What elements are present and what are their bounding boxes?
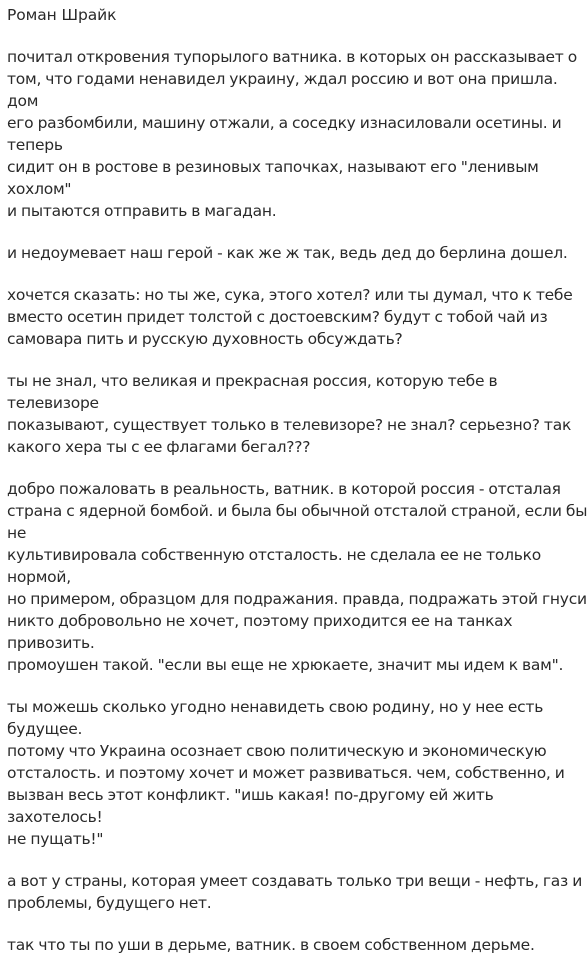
text-line: вызван весь этот конфликт. "ишь какая! по-другому ей жить захотелось! <box>7 786 494 826</box>
post <box>7 0 588 956</box>
text-line: и пытаются отправить в магадан. <box>7 202 277 220</box>
text-line: и недоумевает наш герой - как же ж так, ведь дед до берлина дошел. <box>7 244 568 262</box>
text-line: добро пожаловать в реальность, ватник. в которой россия - отсталая <box>7 480 561 498</box>
text-line: самовара пить и русскую духовность обсуждать? <box>7 330 403 348</box>
author-name[interactable]: Роман Шрайк <box>7 6 117 24</box>
text-line: культивировала собственную отсталость. не сделала ее не только нормой, <box>7 546 541 586</box>
text-line: ты не знал, что великая и прекрасная россия, которую тебе в телевизоре <box>7 372 498 412</box>
post-paragraph-4 <box>7 370 588 458</box>
text-line: почитал откровения тупорылого ватника. в которых он рассказывает о <box>7 48 577 66</box>
text-line: том, что годами ненавидел украину, ждал россию и вот она пришла. дом <box>7 70 558 110</box>
text-line: не пущать!" <box>7 830 104 848</box>
text-line: хочется сказать: но ты же, сука, этого хотел? или ты думал, что к тебе <box>7 286 573 304</box>
text-line: вместо осетин придет толстой с достоевским? будут с тобой чай из <box>7 308 548 326</box>
post-paragraph-8 <box>7 934 588 956</box>
text-line: страна с ядерной бомбой. и была бы обычной отсталой страной, если бы не <box>7 502 588 542</box>
text-line: его разбомбили, машину отжали, а соседку изнасиловали осетины. и теперь <box>7 114 562 154</box>
text-line: никто добровольно не хочет, поэтому приходится ее на танках привозить. <box>7 612 513 652</box>
text-line: но примером, образцом для подражания. правда, подражать этой гнуси <box>7 590 587 608</box>
text-line: ты можешь сколько угодно ненавидеть свою родину, но у нее есть будущее. <box>7 698 544 738</box>
post-paragraph-1 <box>7 46 588 222</box>
text-line: сидит он в ростове в резиновых тапочках, называют его "ленивым хохлом" <box>7 158 539 198</box>
text-line: промоушен такой. "если вы еще не хрюкаете, значит мы идем к вам". <box>7 656 564 674</box>
text-line: проблемы, будущего нет. <box>7 894 212 912</box>
text-line: потому что Украина осознает свою политическую и экономическую <box>7 742 547 760</box>
text-line: показывают, существует только в телевизоре? не знал? серьезно? так <box>7 416 572 434</box>
post-paragraph-2 <box>7 242 588 264</box>
post-paragraph-7 <box>7 870 588 914</box>
text-line: так что ты по уши в дерьме, ватник. в своем собственном дерьме. <box>7 936 535 954</box>
text-line: отсталость. и поэтому хочет и может развиваться. чем, собственно, и <box>7 764 565 782</box>
text-line: а вот у страны, которая умеет создавать только три вещи - нефть, газ и <box>7 872 583 890</box>
post-paragraph-6 <box>7 696 588 850</box>
text-line: какого хера ты с ее флагами бегал??? <box>7 438 311 456</box>
post-paragraph-5 <box>7 478 588 676</box>
post-paragraph-3 <box>7 284 588 350</box>
